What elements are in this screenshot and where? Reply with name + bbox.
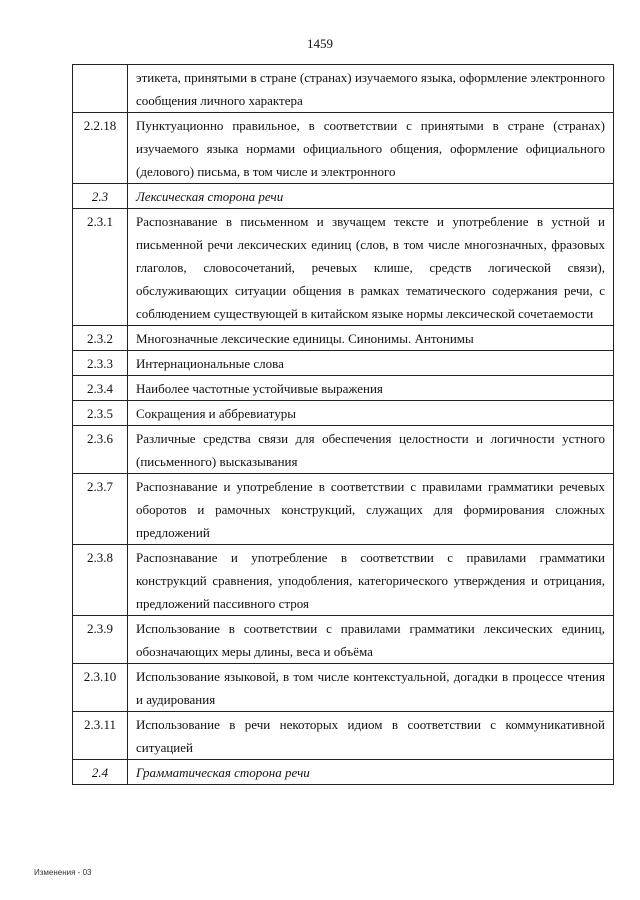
row-text: Использование в соответствии с правилами грамматики лексических единиц, обозначающих меры длины, веса и объёма xyxy=(128,616,614,664)
row-text: Многозначные лексические единицы. Синонимы. Антонимы xyxy=(128,326,614,351)
section-title: Лексическая сторона речи xyxy=(128,184,614,209)
table-row xyxy=(73,351,614,376)
row-number: 2.3.7 xyxy=(73,474,128,545)
footer-revision: Изменения - 03 xyxy=(34,868,92,877)
row-number: 2.3.5 xyxy=(73,401,128,426)
table-row xyxy=(73,616,614,664)
row-number: 2.4 xyxy=(73,760,128,785)
table-row xyxy=(73,326,614,351)
table-row xyxy=(73,545,614,616)
row-number: 2.3 xyxy=(73,184,128,209)
row-text: Сокращения и аббревиатуры xyxy=(128,401,614,426)
table-row xyxy=(73,401,614,426)
row-text: Интернациональные слова xyxy=(128,351,614,376)
table-row xyxy=(73,474,614,545)
row-text: Различные средства связи для обеспечения целостности и логичности устного (письменного) высказывания xyxy=(128,426,614,474)
table-row xyxy=(73,376,614,401)
table-row xyxy=(73,65,614,113)
row-text: Использование в речи некоторых идиом в соответствии с коммуникативной ситуацией xyxy=(128,712,614,760)
row-text: Распознавание в письменном и звучащем тексте и употребление в устной и письменной речи лексических единиц (слов, в том числе многозначных, фразовых глаголов, словосочетаний, речевых клише, средств логической связи), обслуживающих ситуации общения в рамках тематического содержания речи, с соблюдением существующей в китайском языке нормы лексической сочетаемости xyxy=(128,209,614,326)
table-body xyxy=(73,65,614,785)
row-text: Наиболее частотные устойчивые выражения xyxy=(128,376,614,401)
row-number: 2.3.4 xyxy=(73,376,128,401)
row-number: 2.3.9 xyxy=(73,616,128,664)
row-number: 2.3.6 xyxy=(73,426,128,474)
section-row xyxy=(73,760,614,785)
row-number: 2.2.18 xyxy=(73,113,128,184)
table-row xyxy=(73,209,614,326)
row-number: 2.3.8 xyxy=(73,545,128,616)
row-number xyxy=(73,65,128,113)
row-text: Пунктуационно правильное, в соответствии с принятыми в стране (странах) изучаемого языка нормами официального общения, оформление официального (делового) письма, в том числе и электронного xyxy=(128,113,614,184)
section-row xyxy=(73,184,614,209)
section-title: Грамматическая сторона речи xyxy=(128,760,614,785)
content-table xyxy=(72,64,614,785)
table-row xyxy=(73,113,614,184)
table-row xyxy=(73,426,614,474)
table-row xyxy=(73,664,614,712)
row-text: Использование языковой, в том числе контекстуальной, догадки в процессе чтения и аудирования xyxy=(128,664,614,712)
row-number: 2.3.11 xyxy=(73,712,128,760)
row-text: Распознавание и употребление в соответствии с правилами грамматики речевых оборотов и рамочных конструкций, служащих для формирования сложных предложений xyxy=(128,474,614,545)
row-number: 2.3.2 xyxy=(73,326,128,351)
row-number: 2.3.10 xyxy=(73,664,128,712)
page-number: 1459 xyxy=(307,36,333,51)
row-number: 2.3.1 xyxy=(73,209,128,326)
row-text: Распознавание и употребление в соответствии с правилами грамматики конструкций сравнения, уподобления, категорического утверждения и отрицания, предложений пассивного строя xyxy=(128,545,614,616)
row-number: 2.3.3 xyxy=(73,351,128,376)
table-row xyxy=(73,712,614,760)
row-text: этикета, принятыми в стране (странах) изучаемого языка, оформление электронного сообщения личного характера xyxy=(128,65,614,113)
